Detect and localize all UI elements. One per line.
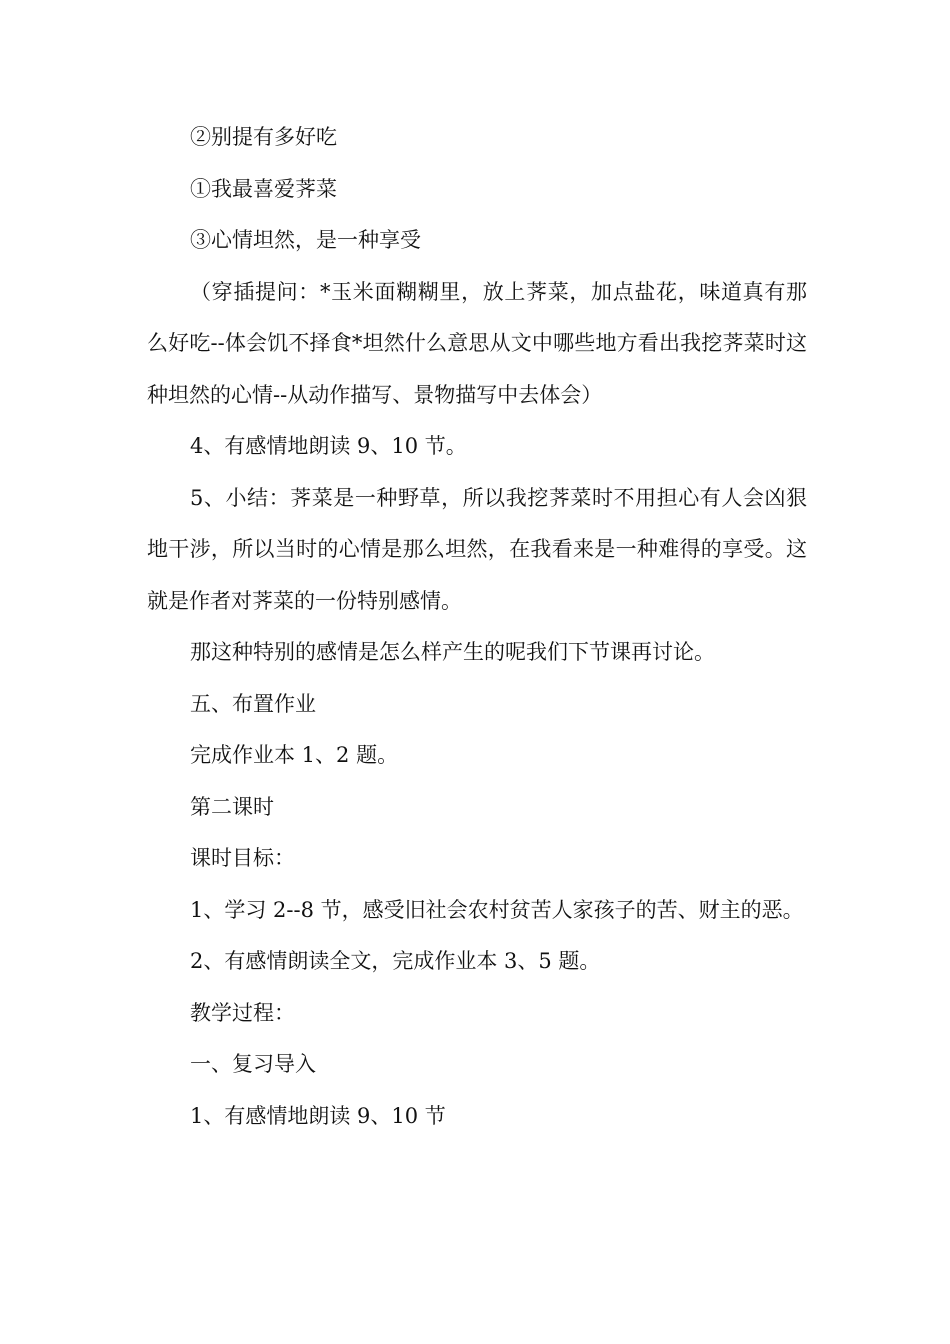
paragraph-9: 完成作业本 1、2 题。: [190, 743, 399, 767]
section-heading-second-lesson: 第二课时: [190, 794, 274, 819]
section-heading-review: 一、复习导入: [190, 1052, 316, 1076]
paragraph-4: （穿插提问：*玉米面糊糊里，放上荠菜，加点盐花，味道真有那么好吃--体会饥不择食*坦然什么意思从文中哪些地方看出我挖荠菜时这种坦然的心情--从动作描写、景物描写中去体会）: [147, 279, 807, 407]
objective-1: 1、学习 2--8 节，感受旧社会农村贫苦人家孩子的苦、财主的恶。: [190, 897, 804, 922]
paragraph-3: ③心情坦然，是一种享受: [190, 228, 421, 252]
section-heading-homework: 五、布置作业: [190, 691, 316, 716]
document-body: [147, 112, 807, 1142]
section-heading-process: 教学过程：: [190, 1000, 295, 1025]
paragraph-6: 5、小结：荠菜是一种野草，所以我挖荠菜时不用担心有人会凶狠地干涉，所以当时的心情是那么坦然，在我看来是一种难得的享受。这就是作者对荠菜的一份特别感情。: [147, 485, 807, 613]
paragraph-7: 那这种特别的感情是怎么样产生的呢我们下节课再讨论。: [190, 640, 715, 664]
objective-2: 2、有感情朗读全文，完成作业本 3、5 题。: [190, 949, 601, 973]
paragraph-1: ②别提有多好吃: [190, 125, 337, 149]
paragraph-5: 4、有感情地朗读 9、10 节。: [190, 434, 467, 458]
section-heading-objectives: 课时目标：: [190, 846, 295, 870]
paragraph-16: 1、有感情地朗读 9、10 节: [190, 1103, 446, 1128]
paragraph-2: ①我最喜爱荠菜: [190, 176, 337, 201]
